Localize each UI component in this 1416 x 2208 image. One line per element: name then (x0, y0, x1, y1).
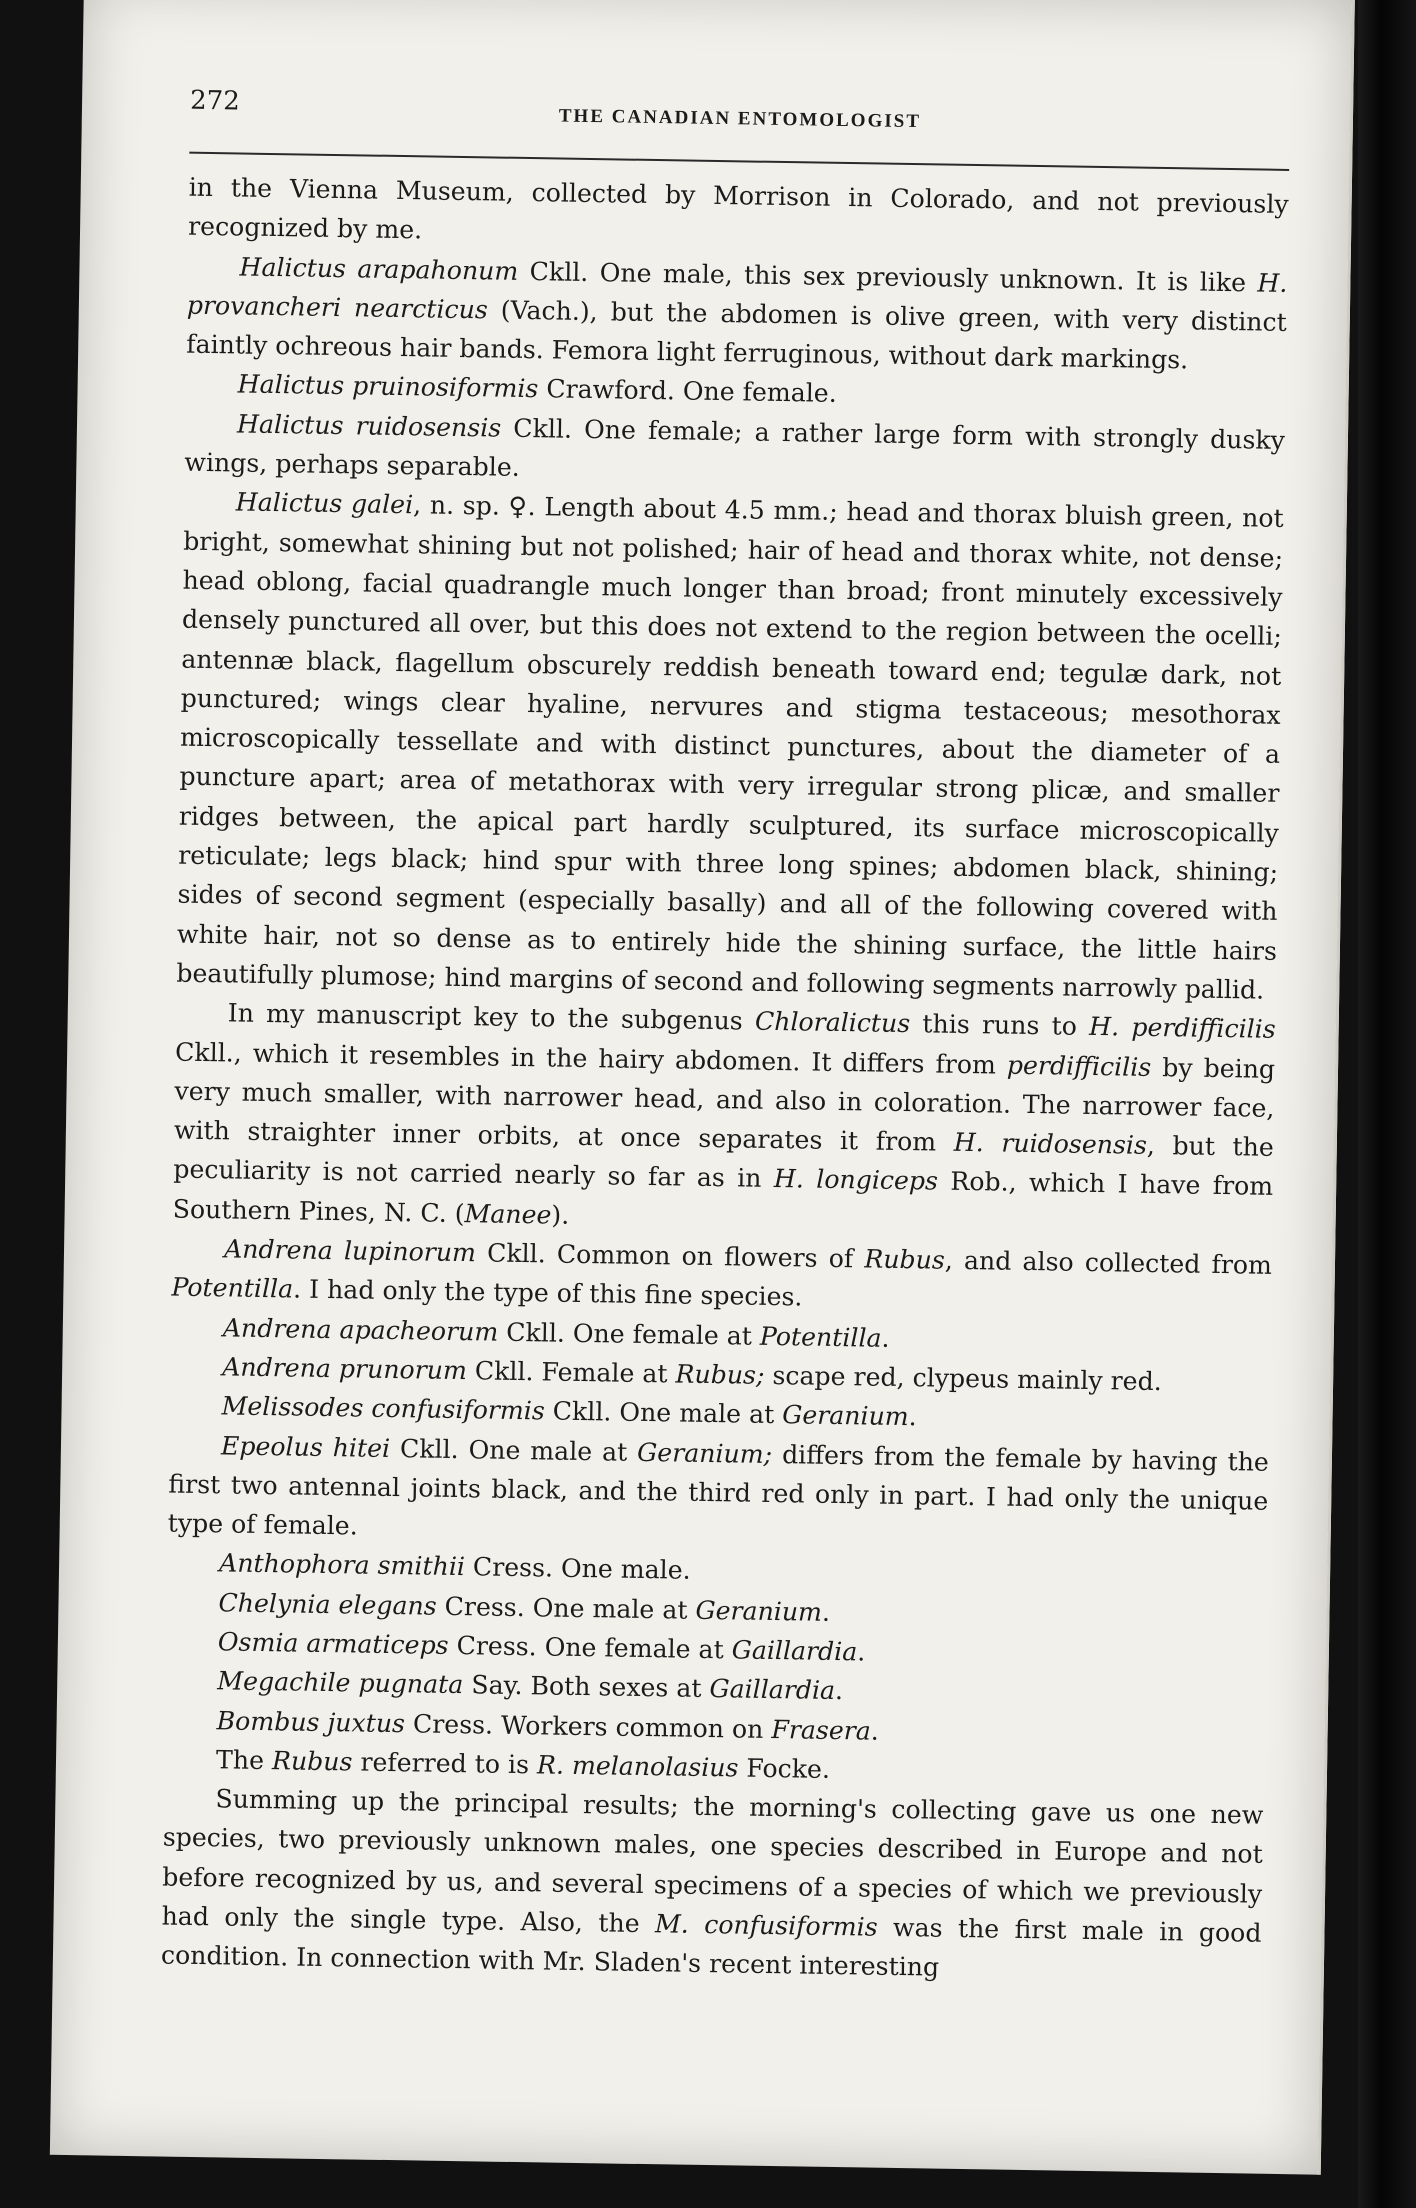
text-run: by being very much smaller, with narrower head, and also in coloration. The narrower face, with straighter inner orbits, at once separates it from (173, 1052, 1276, 1157)
text-run: . (857, 1637, 866, 1667)
italic-text: Rubus (271, 1746, 353, 1777)
text-run: Cress. One male at (436, 1591, 696, 1625)
text-run: . I had only the type of this fine species. (292, 1274, 803, 1312)
italic-text: Potentilla (759, 1321, 882, 1353)
text-run: . (821, 1597, 831, 1627)
italic-text: Bombus juxtus (216, 1705, 406, 1738)
text-run: In my manuscript key to the subgenus (227, 998, 756, 1036)
italic-text: Halictus arapahonum (239, 252, 519, 286)
page-content (161, 82, 1291, 1993)
text-run: , n. sp. ♀. Length about 4.5 mm.; head and thorax bluish green, not bright, somewhat shining but not polished; hair of head and thorax white, not dense; head oblong, facial quadrangle much longer than broad; front minutely excessively densely punctured all over, but this does not extend to the region between the ocelli; antennæ black, flagellum obscurely reddish beneath toward end; tegulæ dark, not punctured; wings clear hyaline, nervures and stigma testaceous; mesothorax microscopically tessellate and with distinct punctures, about the diameter of a puncture apart; area of metathorax with very irregular strong plicæ, and smaller ridges between, the apical part hardly sculptured, its surface microscopically reticulate; legs black; hind spur with three long spines; abdomen black, shining; sides of second segment (especially basally) and all of the following covered with white hair, not so dense as to entirely hide the shining surface, the little hairs beautifully plumose; hind margins of second and following segments narrowly pallid. (176, 490, 1284, 1005)
journal-title: THE CANADIAN ENTOMOLOGIST (558, 105, 922, 133)
text-run: Summing up the principal results; the morning's collecting gave us one new species, two previously unknown males, one species described in Europe and not before recognized by us, and several specimens of a species of which we previously had only the single type. Also, the (161, 1784, 1264, 1939)
text-run: Ckll. One male, this sex previously unknown. It is like (518, 256, 1258, 298)
running-header (189, 82, 1290, 171)
paragraph (186, 246, 1288, 381)
text-run: Rob., which I have from Southern Pines, N. C. ( (172, 1166, 1274, 1228)
text-run: Ckll. Common on flowers of (475, 1238, 865, 1274)
text-run: referred to is (352, 1747, 538, 1780)
paragraph (176, 482, 1284, 1010)
italic-text: H. perdifficilis (1088, 1012, 1276, 1045)
italic-text: Osmia armaticeps (217, 1627, 449, 1660)
text-run: Say. Both sexes at (463, 1670, 710, 1704)
text-run: Ckll. One female at (498, 1317, 761, 1351)
italic-text: Halictus galei (235, 487, 414, 520)
paragraph (172, 993, 1276, 1246)
text-run: scape red, clypeus mainly red. (764, 1360, 1162, 1397)
text-run: Ckll. One female; a rather large form with strongly dusky wings, perhaps separable. (184, 413, 1286, 482)
text-run: The (215, 1745, 273, 1776)
text-run: . (870, 1716, 880, 1746)
body-text (161, 168, 1289, 1993)
italic-text: Andrena prunorum (222, 1352, 468, 1386)
text-run: . (834, 1676, 844, 1706)
text-run: in the Vienna Museum, collected by Morrison in Colorado, and not previously recognized by me. (187, 172, 1289, 245)
italic-text: Gaillardia (709, 1674, 836, 1706)
italic-text: Chloralictus (754, 1006, 911, 1039)
text-run: differs from the female by having the first two antennal joints black, and the third red only in part. I had only the unique type of female. (167, 1439, 1270, 1541)
italic-text: H. ruidosensis (953, 1127, 1148, 1160)
text-run: Focke. (738, 1753, 831, 1784)
italic-text: Andrena lupinorum (223, 1234, 477, 1268)
italic-text: Potentilla (171, 1272, 294, 1304)
paragraph (167, 1425, 1269, 1560)
italic-text: Geranium (695, 1595, 823, 1627)
italic-text: Rubus; (675, 1359, 765, 1390)
italic-text: Manee (464, 1198, 552, 1230)
italic-text: Gaillardia (731, 1635, 858, 1667)
text-run: Ckll. Female at (466, 1356, 676, 1389)
text-run: Ckll. One male at (544, 1396, 783, 1430)
italic-text: Halictus ruidosensis (236, 409, 502, 443)
text-run: Ckll. One male at (389, 1433, 638, 1467)
text-run: ). (551, 1200, 570, 1230)
text-run: Ckll., which it resembles in the hairy abdomen. It differs from (174, 1037, 1008, 1080)
italic-text: R. melanolasius (536, 1750, 739, 1783)
page-edge-shadow (1358, 0, 1416, 2208)
italic-text: Rubus (864, 1244, 946, 1275)
text-run: this runs to (909, 1009, 1090, 1042)
text-run: Cress. Workers common on (404, 1708, 772, 1744)
text-run: (Vach.), but the abdomen is olive green, with very distinct faintly ochreous hair bands. Femora light ferruginous, without dark markings. (186, 295, 1287, 375)
text-run: Crawford. One female. (538, 374, 837, 409)
italic-text: Chelynia elegans (218, 1588, 437, 1621)
text-run: , and also collected from (944, 1245, 1273, 1280)
text-run: Cress. One male. (464, 1552, 691, 1586)
page-number: 272 (189, 85, 240, 117)
text-run: Cress. One female at (448, 1630, 732, 1665)
italic-text: H. provancheri nearcticus (186, 268, 1288, 325)
text-run: , but the peculiarity is not carried nearly so far as in (173, 1130, 1275, 1194)
italic-text: Megachile pugnata (217, 1666, 464, 1700)
italic-text: Epeolus hitei (220, 1430, 391, 1463)
italic-text: perdifficilis (1006, 1050, 1152, 1082)
italic-text: M. confusiformis (654, 1909, 878, 1942)
paragraph (161, 1779, 1264, 1993)
text-run: was the first male in good condition. In connection with Mr. Sladen's recent interesting (160, 1912, 1262, 1983)
italic-text: Anthophora smithii (218, 1548, 466, 1582)
text-run: . (881, 1323, 890, 1353)
italic-text: Frasera (771, 1714, 872, 1746)
italic-text: Geranium; (636, 1437, 773, 1469)
italic-text: Halictus pruinosiformis (237, 369, 539, 404)
journal-page (50, 0, 1355, 2175)
text-run: . (908, 1402, 917, 1432)
italic-text: H. longiceps (773, 1164, 939, 1196)
italic-text: Melissodes confusiformis (221, 1391, 546, 1426)
italic-text: Andrena apacheorum (222, 1312, 499, 1347)
italic-text: Geranium (781, 1400, 909, 1432)
